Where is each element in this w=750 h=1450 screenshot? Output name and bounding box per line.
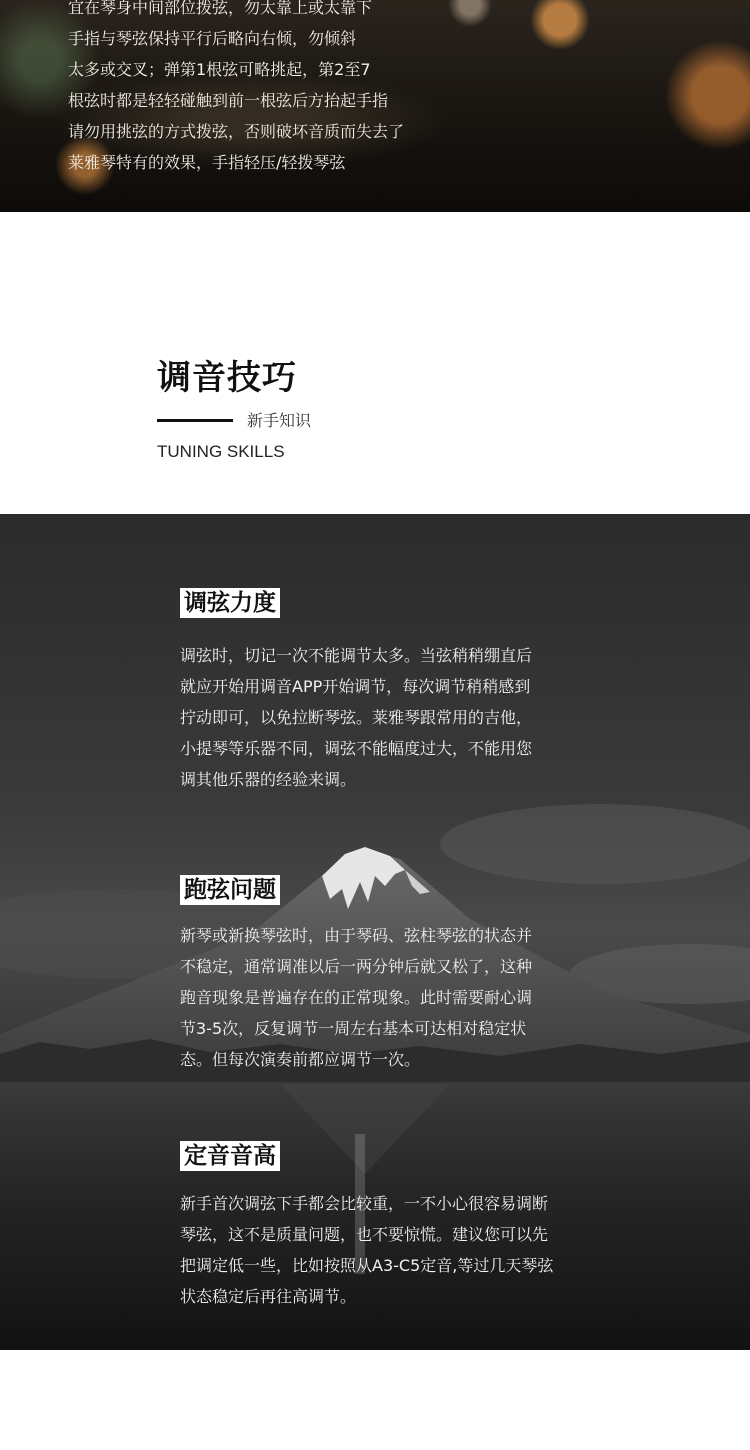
- section-line: 拧动即可，以免拉断琴弦。莱雅琴跟常用的吉他，: [180, 708, 533, 727]
- section-line: 新手首次调弦下手都会比较重，一不小心很容易调断: [180, 1194, 549, 1213]
- section-title-slipping: 跑弦问题: [180, 875, 280, 905]
- section-line: 新琴或新换琴弦时，由于琴码、弦柱琴弦的状态并: [180, 926, 533, 945]
- section-line: 不稳定，通常调准以后一两分钟后就又松了，这种: [180, 957, 533, 976]
- section-line: 状态稳定后再往高调节。: [180, 1287, 357, 1306]
- section-line: 琴弦，这不是质量问题，也不要惊慌。建议您可以先: [180, 1225, 549, 1244]
- intro-photo-banner: [0, 0, 750, 212]
- title-divider: [157, 419, 233, 422]
- section-body-pitch: [180, 1188, 600, 1312]
- tuning-skills-heading: [157, 356, 312, 461]
- section-title-pitch: 定音音高: [180, 1141, 280, 1171]
- intro-line: 宜在琴身中间部位拨弦，勿太靠上或太靠下: [68, 0, 373, 17]
- intro-line: 请勿用挑弦的方式拨弦，否则破坏音质而失去了: [68, 122, 405, 141]
- intro-line: 太多或交叉；弹第1根弦可略挑起，第2至7: [68, 60, 371, 79]
- section-line: 小提琴等乐器不同，调弦不能幅度过大，不能用您: [180, 739, 533, 758]
- page-subtitle: 新手知识: [247, 411, 312, 430]
- intro-line: 莱雅琴特有的效果，手指轻压/轻拨琴弦: [68, 153, 346, 172]
- section-body-tension: [180, 640, 600, 795]
- section-line: 就应开始用调音APP开始调节，每次调节稍稍感到: [180, 677, 531, 696]
- section-line: 跑音现象是普遍存在的正常现象。此时需要耐心调: [180, 988, 533, 1007]
- intro-line: 根弦时都是轻轻碰触到前一根弦后方抬起手指: [68, 91, 389, 110]
- section-line: 把调定低一些，比如按照从A3-C5定音,等过几天琴弦: [180, 1256, 554, 1275]
- section-title-tension: 调弦力度: [180, 588, 280, 618]
- section-line: 态。但每次演奏前都应调节一次。: [180, 1050, 421, 1069]
- page-title-english: TUNING SKILLS: [157, 442, 285, 461]
- page-title: 调音技巧: [157, 358, 297, 398]
- section-line: 节3-5次，反复调节一周左右基本可达相对稳定状: [180, 1019, 527, 1038]
- intro-text: [68, 0, 488, 178]
- mountain-background-section: [0, 514, 750, 1350]
- intro-line: 手指与琴弦保持平行后略向右倾，勿倾斜: [68, 29, 357, 48]
- section-line: 调其他乐器的经验来调。: [180, 770, 357, 789]
- section-body-slipping: [180, 920, 600, 1075]
- section-line: 调弦时，切记一次不能调节太多。当弦稍稍绷直后: [180, 646, 533, 665]
